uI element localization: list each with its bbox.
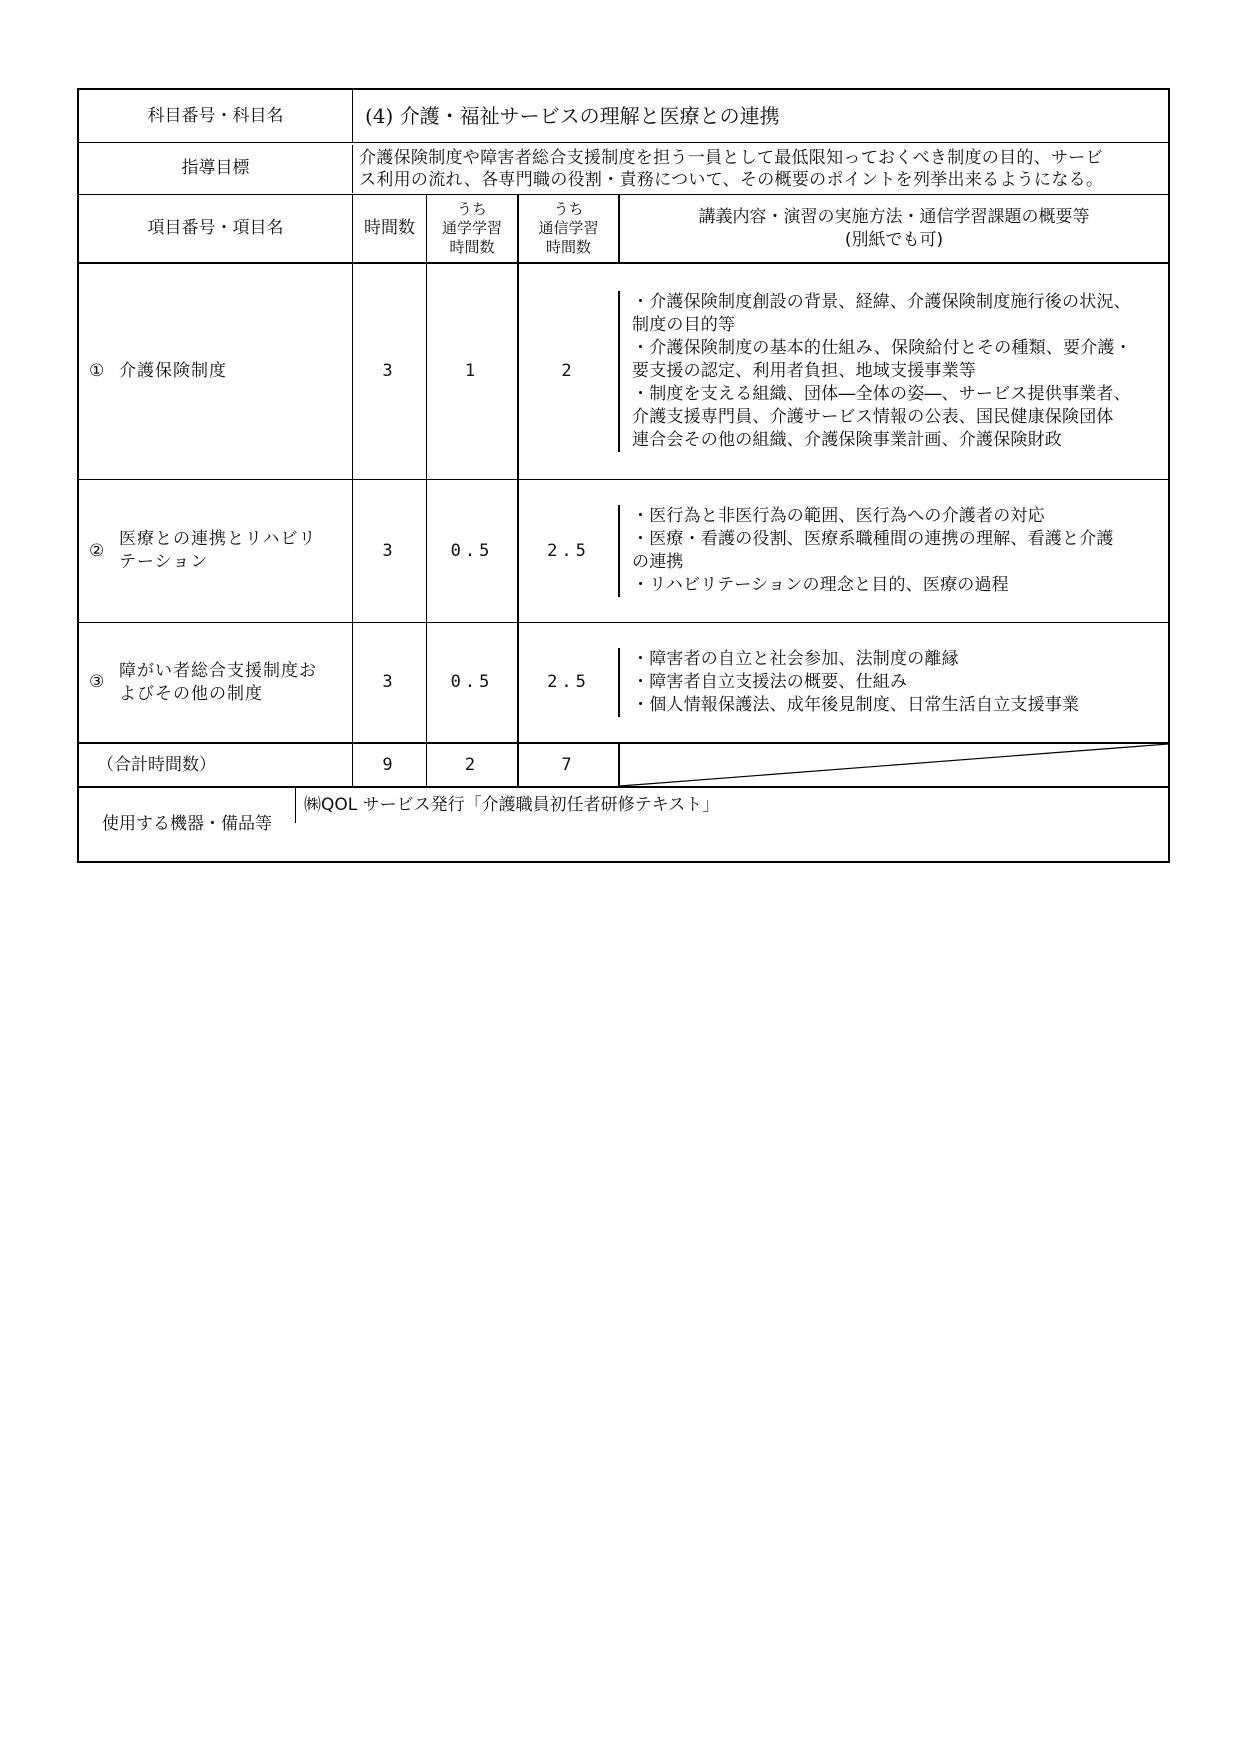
item-hours: 3 [352, 264, 426, 479]
subject-label: 科目番号・科目名 [147, 105, 284, 126]
item-label [119, 528, 317, 574]
goal-row [79, 142, 1168, 194]
header-correspondence-line: 時間数 [545, 238, 591, 256]
equipment-row [79, 786, 1168, 861]
item-label-line: よびその他の制度 [119, 683, 263, 704]
content-line: 介護支援専門員、介護サービス情報の公表、国民健康保険団体 [632, 407, 1114, 427]
item-content [618, 505, 1168, 597]
content-line: ・個人情報保護法、成年後見制度、日常生活自立支援事業 [632, 695, 1080, 715]
content-line: ・リハビリテーションの理念と目的、医療の過程 [632, 575, 1009, 595]
item-number: ② [89, 540, 105, 561]
header-commute [426, 195, 517, 262]
goal-line: 介護保険制度や障害者総合支援制度を担う一員として最低限知っておくべき制度の目的、サービ [359, 147, 1103, 168]
header-commute-line: 時間数 [449, 238, 495, 256]
diagonal-line [620, 744, 1168, 786]
goal-label: 指導目標 [181, 158, 250, 178]
item-label-line: 障がい者総合支援制度お [119, 660, 317, 681]
item-row-2 [79, 479, 1168, 622]
item-commute: 1 [426, 264, 517, 479]
total-correspondence: 7 [517, 744, 618, 786]
item-name [79, 480, 352, 622]
header-correspondence-line: うち [553, 200, 584, 218]
content-line: ・制度を支える組織、団体―全体の姿―、サービス提供事業者、 [632, 384, 1131, 404]
item-correspondence: 2.5 [517, 623, 618, 742]
content-line: 要支援の認定、利用者負担、地域支援事業等 [632, 361, 976, 381]
item-content [618, 291, 1168, 452]
item-number: ① [89, 361, 105, 381]
header-content [618, 195, 1168, 262]
content-line: ・医療・看護の役割、医療系職種間の連携の理解、看護と介護 [632, 529, 1114, 549]
subject-title: (4) 介護・福祉サービスの理解と医療との連携 [352, 90, 1168, 142]
content-line: ・障害者自立支援法の概要、仕組み [632, 672, 908, 692]
goal-text [352, 145, 1168, 193]
item-commute: 0.5 [426, 480, 517, 622]
content-line: ・介護保険制度創設の背景、経緯、介護保険制度施行後の状況、 [632, 292, 1131, 312]
total-commute: 2 [426, 744, 517, 786]
equipment-label: 使用する機器・備品等 [102, 814, 272, 834]
header-row [79, 194, 1168, 262]
item-row-1 [79, 262, 1168, 479]
header-hours: 時間数 [352, 195, 426, 262]
header-commute-line: うち [456, 200, 487, 218]
content-line: 連合会その他の組織、介護保険事業計画、介護保険財政 [632, 430, 1062, 450]
item-label [119, 360, 227, 383]
goal-line: ス利用の流れ、各専門職の役割・責務について、その概要のポイントを列挙出来るようになる。 [359, 169, 1104, 190]
content-line: ・障害者の自立と社会参加、法制度の離縁 [632, 649, 959, 669]
item-name [79, 623, 352, 742]
total-row [79, 742, 1168, 786]
item-label [119, 660, 317, 706]
total-empty-cell [618, 744, 1168, 786]
item-row-3 [79, 622, 1168, 742]
header-commute-line: 通学学習 [441, 219, 502, 237]
content-line: 制度の目的等 [632, 315, 736, 335]
item-hours: 3 [352, 480, 426, 622]
item-commute: 0.5 [426, 623, 517, 742]
header-correspondence [517, 195, 618, 262]
total-label: （合計時間数） [97, 754, 216, 775]
total-hours: 9 [352, 744, 426, 786]
content-line: の連携 [632, 552, 684, 572]
content-line: ・医行為と非医行為の範囲、医行為への介護者の対応 [632, 506, 1045, 526]
item-name [79, 264, 352, 479]
item-content [618, 648, 1168, 717]
item-correspondence: 2 [517, 264, 618, 479]
content-line: ・介護保険制度の基本的仕組み、保険給付とその種類、要介護・ [632, 338, 1132, 358]
header-correspondence-line: 通信学習 [538, 219, 599, 237]
header-item: 項目番号・項目名 [147, 218, 284, 238]
item-number: ③ [89, 672, 105, 692]
item-label-line: 医療との連携とリハビリ [119, 529, 317, 549]
item-label-line: 介護保険制度 [119, 361, 227, 381]
subject-row [79, 90, 1168, 142]
item-correspondence: 2.5 [517, 480, 618, 622]
header-content-line: (別紙でも可) [844, 229, 944, 250]
item-hours: 3 [352, 623, 426, 742]
item-label-line: テーション [119, 552, 209, 572]
curriculum-table [77, 88, 1170, 863]
equipment-value: ㈱QOL サービス発行「介護職員初任者研修テキスト」 [295, 788, 1168, 823]
header-content-line: 講義内容・演習の実施方法・通信学習課題の概要等 [698, 206, 1090, 227]
